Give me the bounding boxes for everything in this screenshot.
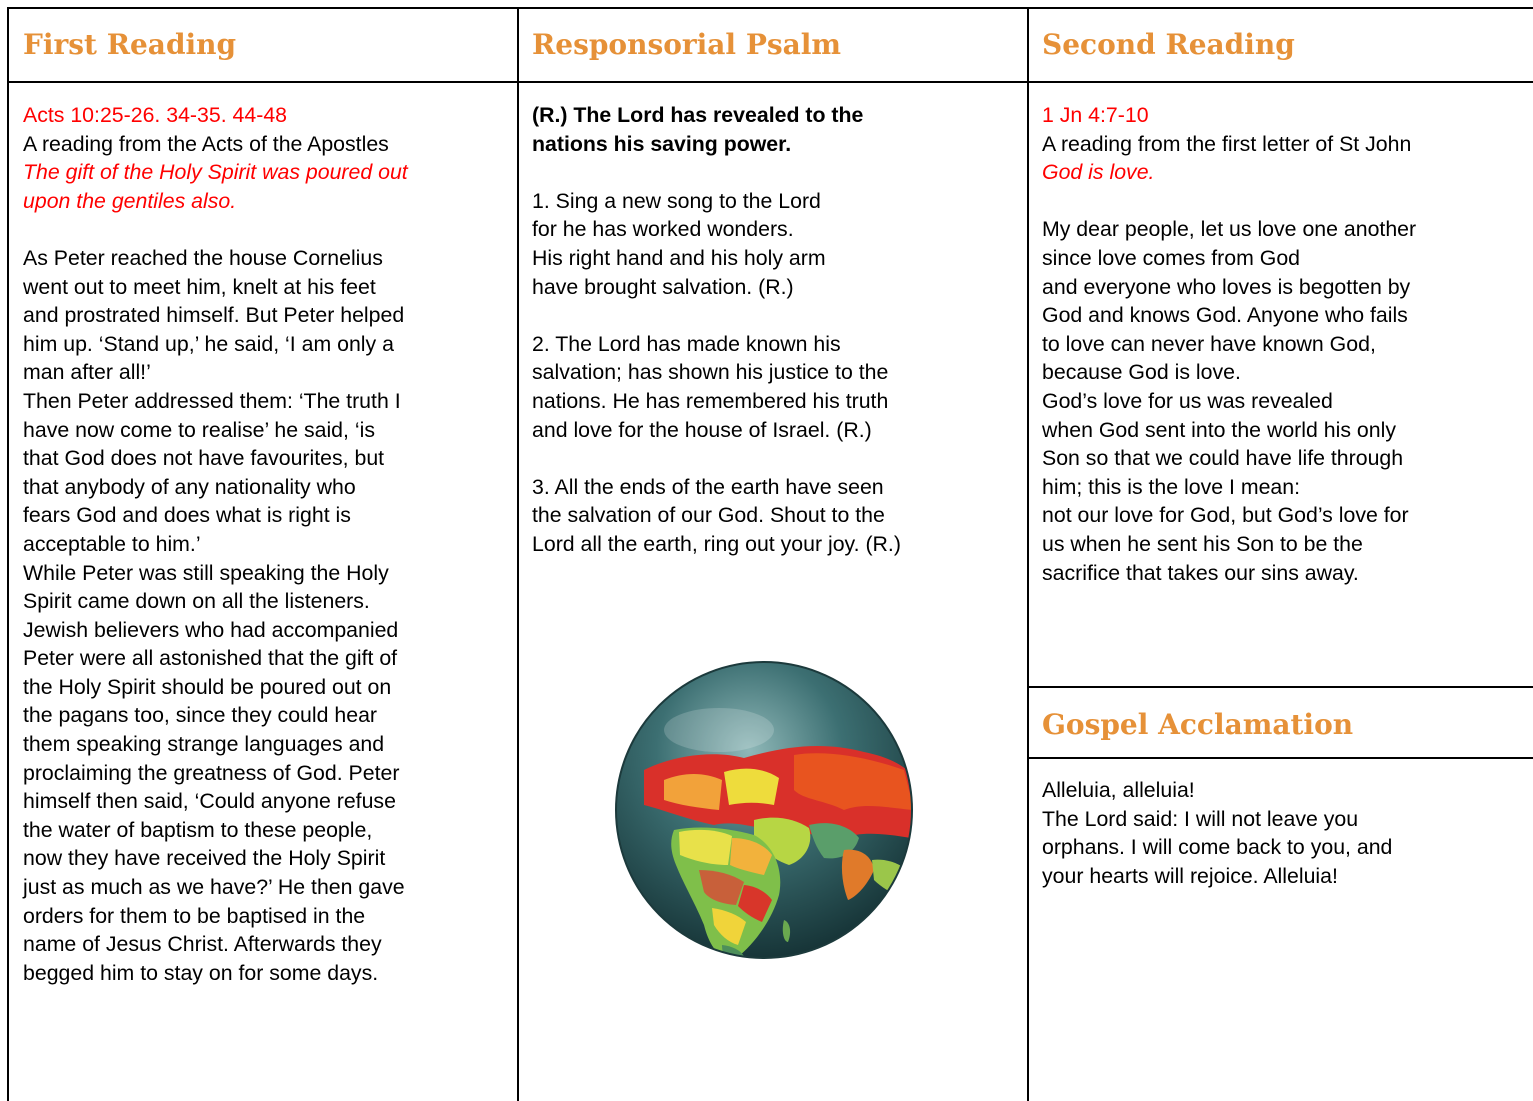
first-reading-line: went out to meet him, knelt at his feet <box>23 274 376 299</box>
first-reading-subtitle-line: The gift of the Holy Spirit was poured out <box>23 160 408 185</box>
psalm-verse-line: Lord all the earth, ring out your joy. (R.) <box>532 531 901 556</box>
second-reading-line: him; this is the love I mean: <box>1042 474 1301 499</box>
first-reading-line: As Peter reached the house Cornelius <box>23 245 383 270</box>
psalm-verse-line: nations. He has remembered his truth <box>532 388 889 413</box>
gospel-acclamation-body <box>1042 776 1532 890</box>
first-reading-line: just as much as we have?’ He then gave <box>23 875 405 900</box>
first-reading-line: himself then said, ‘Could anyone refuse <box>23 789 396 814</box>
first-reading-line: the Holy Spirit should be poured out on <box>23 674 392 699</box>
psalm-response-line: nations his saving power. <box>532 131 792 156</box>
psalm-verse-line: 1. Sing a new song to the Lord <box>532 188 821 213</box>
psalm-verse-line: salvation; has shown his justice to the <box>532 360 889 385</box>
psalm-verse-line: have brought salvation. (R.) <box>532 274 794 299</box>
psalm-verse-line: and love for the house of Israel. (R.) <box>532 417 872 442</box>
gospel-acclamation-line: orphans. I will come back to you, and <box>1042 835 1393 860</box>
psalm-response-line: (R.) The Lord has revealed to the <box>532 103 864 127</box>
second-reading-line: My dear people, let us love one another <box>1042 217 1417 242</box>
first-reading-line: that anybody of any nationality who <box>23 474 356 499</box>
first-reading-line: Peter were all astonished that the gift of <box>23 646 398 671</box>
second-reading-line: not our love for God, but God’s love for <box>1042 503 1409 528</box>
first-reading-line: orders for them to be baptised in the <box>23 903 366 928</box>
first-reading-line: fears God and does what is right is <box>23 503 351 528</box>
header-bottom-border <box>7 81 1533 83</box>
second-reading-line: since love comes from God <box>1042 245 1301 270</box>
first-reading-title: First Reading <box>23 28 237 61</box>
psalm-body <box>532 101 1022 559</box>
first-reading-subtitle-line: upon the gentiles also. <box>23 188 237 213</box>
first-reading-line: Then Peter addressed them: ‘The truth I <box>23 388 401 413</box>
second-reading-line: God’s love for us was revealed <box>1042 388 1333 413</box>
first-reading-line: and prostrated himself. But Peter helped <box>23 303 405 328</box>
first-reading-reference: Acts 10:25-26. 34-35. 44-48 <box>23 103 288 127</box>
psalm-verse-line: His right hand and his holy arm <box>532 245 826 270</box>
first-reading-intro: A reading from the Acts of the Apostles <box>23 131 389 156</box>
first-reading-line: Jewish believers who had accompanied <box>23 617 399 642</box>
first-reading-line: While Peter was still speaking the Holy <box>23 560 389 585</box>
first-reading-body <box>23 101 513 987</box>
first-reading-line: that God does not have favourites, but <box>23 446 385 471</box>
second-reading-title: Second Reading <box>1042 28 1295 61</box>
gospel-header-bottom-border <box>1027 757 1533 759</box>
first-reading-line: begged him to stay on for some days. <box>23 960 379 985</box>
second-reading-line: to love can never have known God, <box>1042 331 1376 356</box>
gospel-acclamation-line: The Lord said: I will not leave you <box>1042 806 1359 831</box>
second-reading-line: God and knows God. Anyone who fails <box>1042 303 1408 328</box>
first-reading-line: have now come to realise’ he said, ‘is <box>23 417 375 442</box>
first-reading-line: name of Jesus Christ. Afterwards they <box>23 932 382 957</box>
table-top-border <box>7 7 1533 9</box>
second-reading-line: us when he sent his Son to be the <box>1042 531 1363 556</box>
column-divider-1 <box>517 7 519 1101</box>
gospel-acclamation-title: Gospel Acclamation <box>1042 708 1354 741</box>
second-reading-reference: 1 Jn 4:7-10 <box>1042 103 1149 127</box>
psalm-verse-line: 2. The Lord has made known his <box>532 331 841 356</box>
globe-icon <box>604 660 924 990</box>
first-reading-line: acceptable to him.’ <box>23 531 201 556</box>
first-reading-line: him up. ‘Stand up,’ he said, ‘I am only a <box>23 331 394 356</box>
gospel-header-top-border <box>1027 686 1533 688</box>
second-reading-line: Son so that we could have life through <box>1042 446 1404 471</box>
gospel-acclamation-line: Alleluia, alleluia! <box>1042 778 1195 802</box>
second-reading-line: when God sent into the world his only <box>1042 417 1396 442</box>
first-reading-line: now they have received the Holy Spirit <box>23 846 386 871</box>
first-reading-line: them speaking strange languages and <box>23 732 385 757</box>
first-reading-line: man after all!’ <box>23 360 151 385</box>
table-left-border <box>7 7 9 1101</box>
first-reading-line: the pagans too, since they could hear <box>23 703 378 728</box>
psalm-verse-line: for he has worked wonders. <box>532 217 794 242</box>
first-reading-line: Spirit came down on all the listeners. <box>23 589 370 614</box>
second-reading-line: sacrifice that takes our sins away. <box>1042 560 1359 585</box>
second-reading-subtitle: God is love. <box>1042 160 1155 185</box>
gospel-acclamation-line: your hearts will rejoice. Alleluia! <box>1042 863 1338 888</box>
first-reading-line: proclaiming the greatness of God. Peter <box>23 760 400 785</box>
column-divider-2 <box>1027 7 1029 1101</box>
second-reading-body <box>1042 101 1532 587</box>
first-reading-line: the water of baptism to these people, <box>23 817 373 842</box>
second-reading-line: because God is love. <box>1042 360 1241 385</box>
psalm-title: Responsorial Psalm <box>532 28 842 61</box>
second-reading-line: and everyone who loves is begotten by <box>1042 274 1411 299</box>
psalm-verse-line: the salvation of our God. Shout to the <box>532 503 885 528</box>
second-reading-intro: A reading from the first letter of St John <box>1042 131 1412 156</box>
psalm-verse-line: 3. All the ends of the earth have seen <box>532 474 884 499</box>
